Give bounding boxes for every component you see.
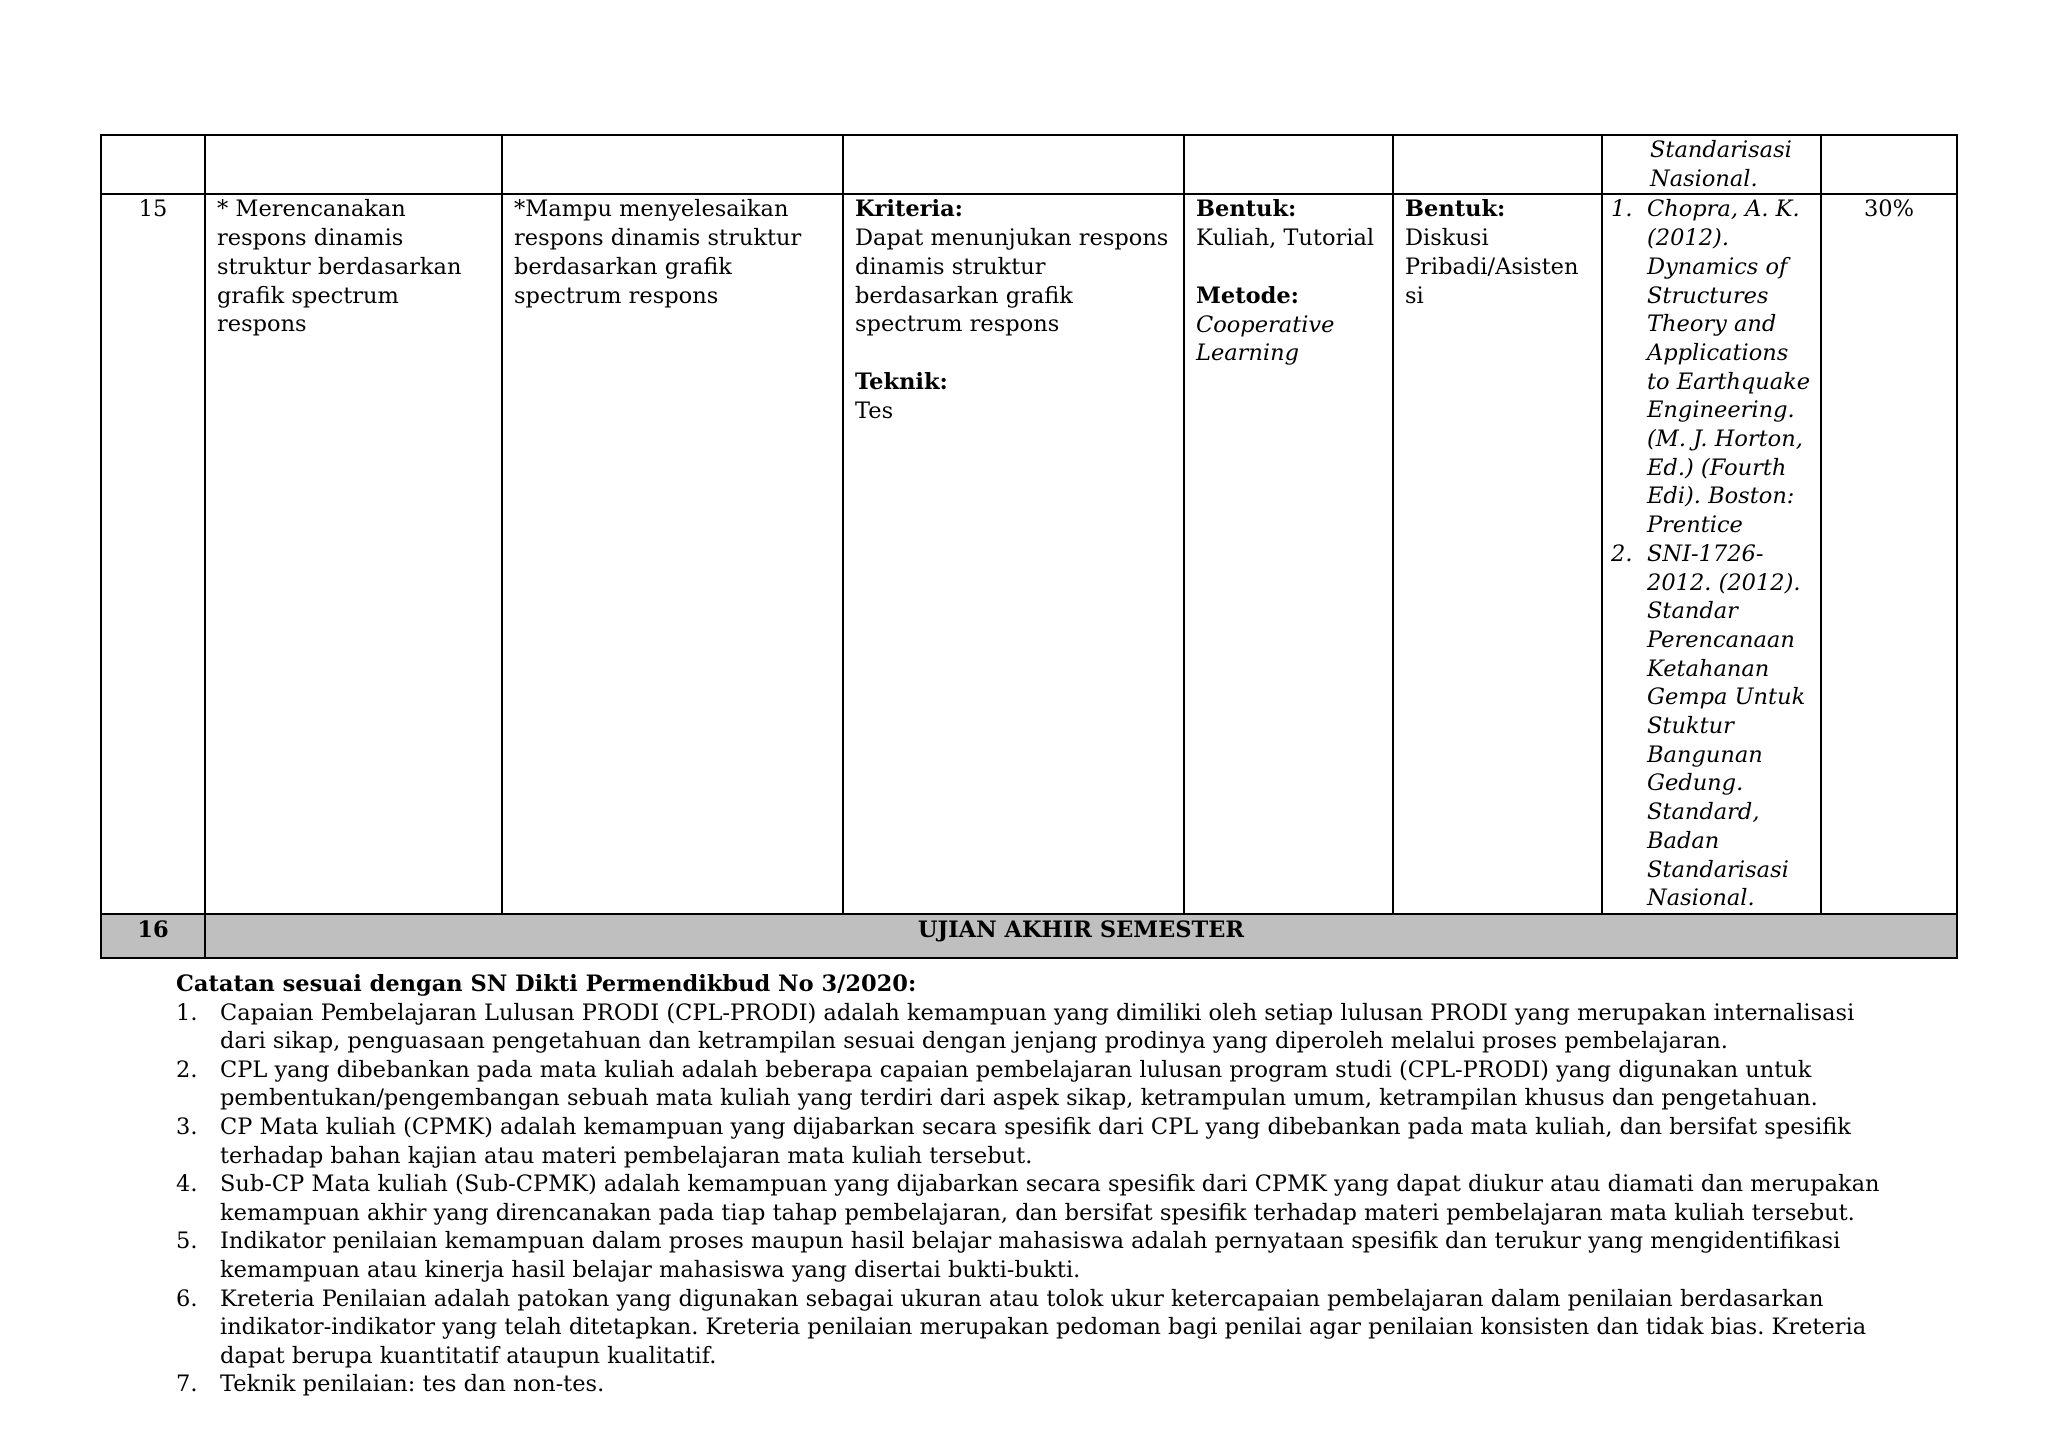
teknik-text: Tes (855, 397, 894, 424)
cell-subcpmk-empty (205, 135, 502, 194)
list-item (1609, 195, 1814, 539)
list-item (176, 1113, 1896, 1170)
cell-bentuk-empty (1184, 135, 1393, 194)
notes-section (176, 970, 1896, 1399)
cell-week: 15 (101, 194, 205, 914)
bentuk-text: Kuliah, Tutorial (1196, 225, 1375, 252)
teknik-label: Teknik: (855, 368, 948, 395)
note-number: 1. (176, 999, 198, 1026)
reference-text: Chopra, A. K. (2012). Dynamics of Structures Theory and Applications to Earthquake Engineering. (M. J. Horton, Ed.) (Fourth Edi). Boston: Prentice (1647, 196, 1811, 539)
note-text: CP Mata kuliah (CPMK) adalah kemampuan yang dijabarkan secara spesifik dari CPL yang dibebankan pada mata kuliah, dan bersifat spesifik terhadap bahan kajian atau materi pembelajaran mata kuliah tersebut. (220, 1113, 1851, 1169)
reference-tail-line-2: Nasional. (1650, 165, 1758, 192)
note-number: 7. (176, 1371, 198, 1398)
bentuk2-label: Bentuk: (1405, 196, 1506, 223)
note-number: 4. (176, 1171, 198, 1198)
metode-label: Metode: (1196, 282, 1299, 309)
list-item (176, 1056, 1896, 1113)
reference-tail-line-1: Standarisasi (1650, 137, 1792, 163)
note-number: 3. (176, 1113, 198, 1140)
list-item (176, 1170, 1896, 1227)
cell-bentuk2-empty (1393, 135, 1602, 194)
note-text: Indikator penilaian kemampuan dalam proses maupun hasil belajar mahasiswa adalah pernyataan spesifik dan terukur yang mengidentifikasi kemampuan atau kinerja hasil belajar mahasiswa yang disertai bukti-bukti. (220, 1228, 1841, 1283)
note-text: Sub-CP Mata kuliah (Sub-CPMK) adalah kemampuan yang dijabarkan secara spesifik dari CPMK yang dapat diukur atau diamati dan merupakan kemampuan akhir yang direncanakan pada tiap tahap pembelajaran, dan bersifat spesifik terhadap materi pembelajaran mata kuliah tersebut. (220, 1171, 1880, 1226)
note-number: 5. (176, 1228, 198, 1255)
cell-indikator-empty (502, 135, 843, 194)
cell-week-empty (101, 135, 205, 194)
cell-references (1602, 194, 1821, 914)
notes-list (176, 999, 1896, 1399)
list-item (176, 1227, 1896, 1284)
metode-text: Cooperative Learning (1196, 311, 1335, 367)
list-item (176, 1285, 1896, 1371)
list-item (1609, 540, 1814, 913)
note-text: Teknik penilaian: tes dan non-tes. (220, 1371, 605, 1398)
cell-kriteria (843, 194, 1184, 914)
kriteria-text: Dapat menunjukan respons dinamis struktur berdasarkan grafik spectrum respons (855, 225, 1169, 338)
cell-week-16: 16 (101, 914, 205, 958)
list-item (176, 1370, 1896, 1399)
reference-number: 1. (1611, 196, 1633, 223)
note-number: 2. (176, 1056, 198, 1083)
bentuk2-text: Diskusi Pribadi/Asistensi (1405, 225, 1579, 309)
bentuk-label: Bentuk: (1196, 196, 1297, 223)
cell-indikator: *Mampu menyelesaikan respons dinamis struktur berdasarkan grafik spectrum respons (502, 194, 843, 914)
note-number: 6. (176, 1285, 198, 1312)
kriteria-label: Kriteria: (855, 196, 963, 223)
exam-label: UJIAN AKHIR SEMESTER (205, 914, 1957, 958)
note-text: CPL yang dibebankan pada mata kuliah adalah beberapa capaian pembelajaran lulusan program studi (CPL-PRODI) yang digunakan untuk pembentukan/pengembangan sebuah mata kuliah yang terdiri dari aspek sikap, ketrampulan umum, ketrampilan khusus dan pengetahuan. (220, 1056, 1818, 1112)
note-text: Capaian Pembelajaran Lulusan PRODI (CPL-PRODI) adalah kemampuan yang dimiliki oleh setiap lulusan PRODI yang merupakan internalisasi dari sikap, penguasaan pengetahuan dan ketrampilan sesuai dengan jenjang prodinya yang diperoleh melalui proses pembelajaran. (220, 999, 1855, 1055)
cell-bobot: 30% (1821, 194, 1957, 914)
table-row-15 (101, 194, 1957, 914)
cell-bobot-empty (1821, 135, 1957, 194)
cell-reference-tail (1602, 135, 1821, 194)
reference-number: 2. (1611, 540, 1633, 567)
cell-kriteria-empty (843, 135, 1184, 194)
rps-table (100, 134, 1958, 959)
cell-sub-cpmk: * Merencanakan respons dinamis struktur berdasarkan grafik spectrum respons (205, 194, 502, 914)
list-item (176, 999, 1896, 1056)
table-row-16 (101, 914, 1957, 958)
reference-list (1609, 195, 1814, 913)
reference-text: SNI-1726-2012. (2012). Standar Perencanaan Ketahanan Gempa Untuk Stuktur Bangunan Gedung. Standard, Badan Standarisasi Nasional. (1647, 540, 1806, 912)
cell-bentuk-metode (1184, 194, 1393, 914)
cell-bentuk-pembelajaran-daring (1393, 194, 1602, 914)
note-text: Kreteria Penilaian adalah patokan yang digunakan sebagai ukuran atau tolok ukur ketercapaian pembelajaran dalam penilaian berdasarkan indikator-indikator yang telah ditetapkan. Kreteria penilaian merupakan pedoman bagi penilai agar penilaian konsisten dan tidak bias. Kreteria dapat berupa kuantitatif ataupun kualitatif. (220, 1285, 1867, 1369)
notes-title: Catatan sesuai dengan SN Dikti Permendikbud No 3/2020: (176, 971, 917, 997)
table-row-continuation (101, 135, 1957, 194)
